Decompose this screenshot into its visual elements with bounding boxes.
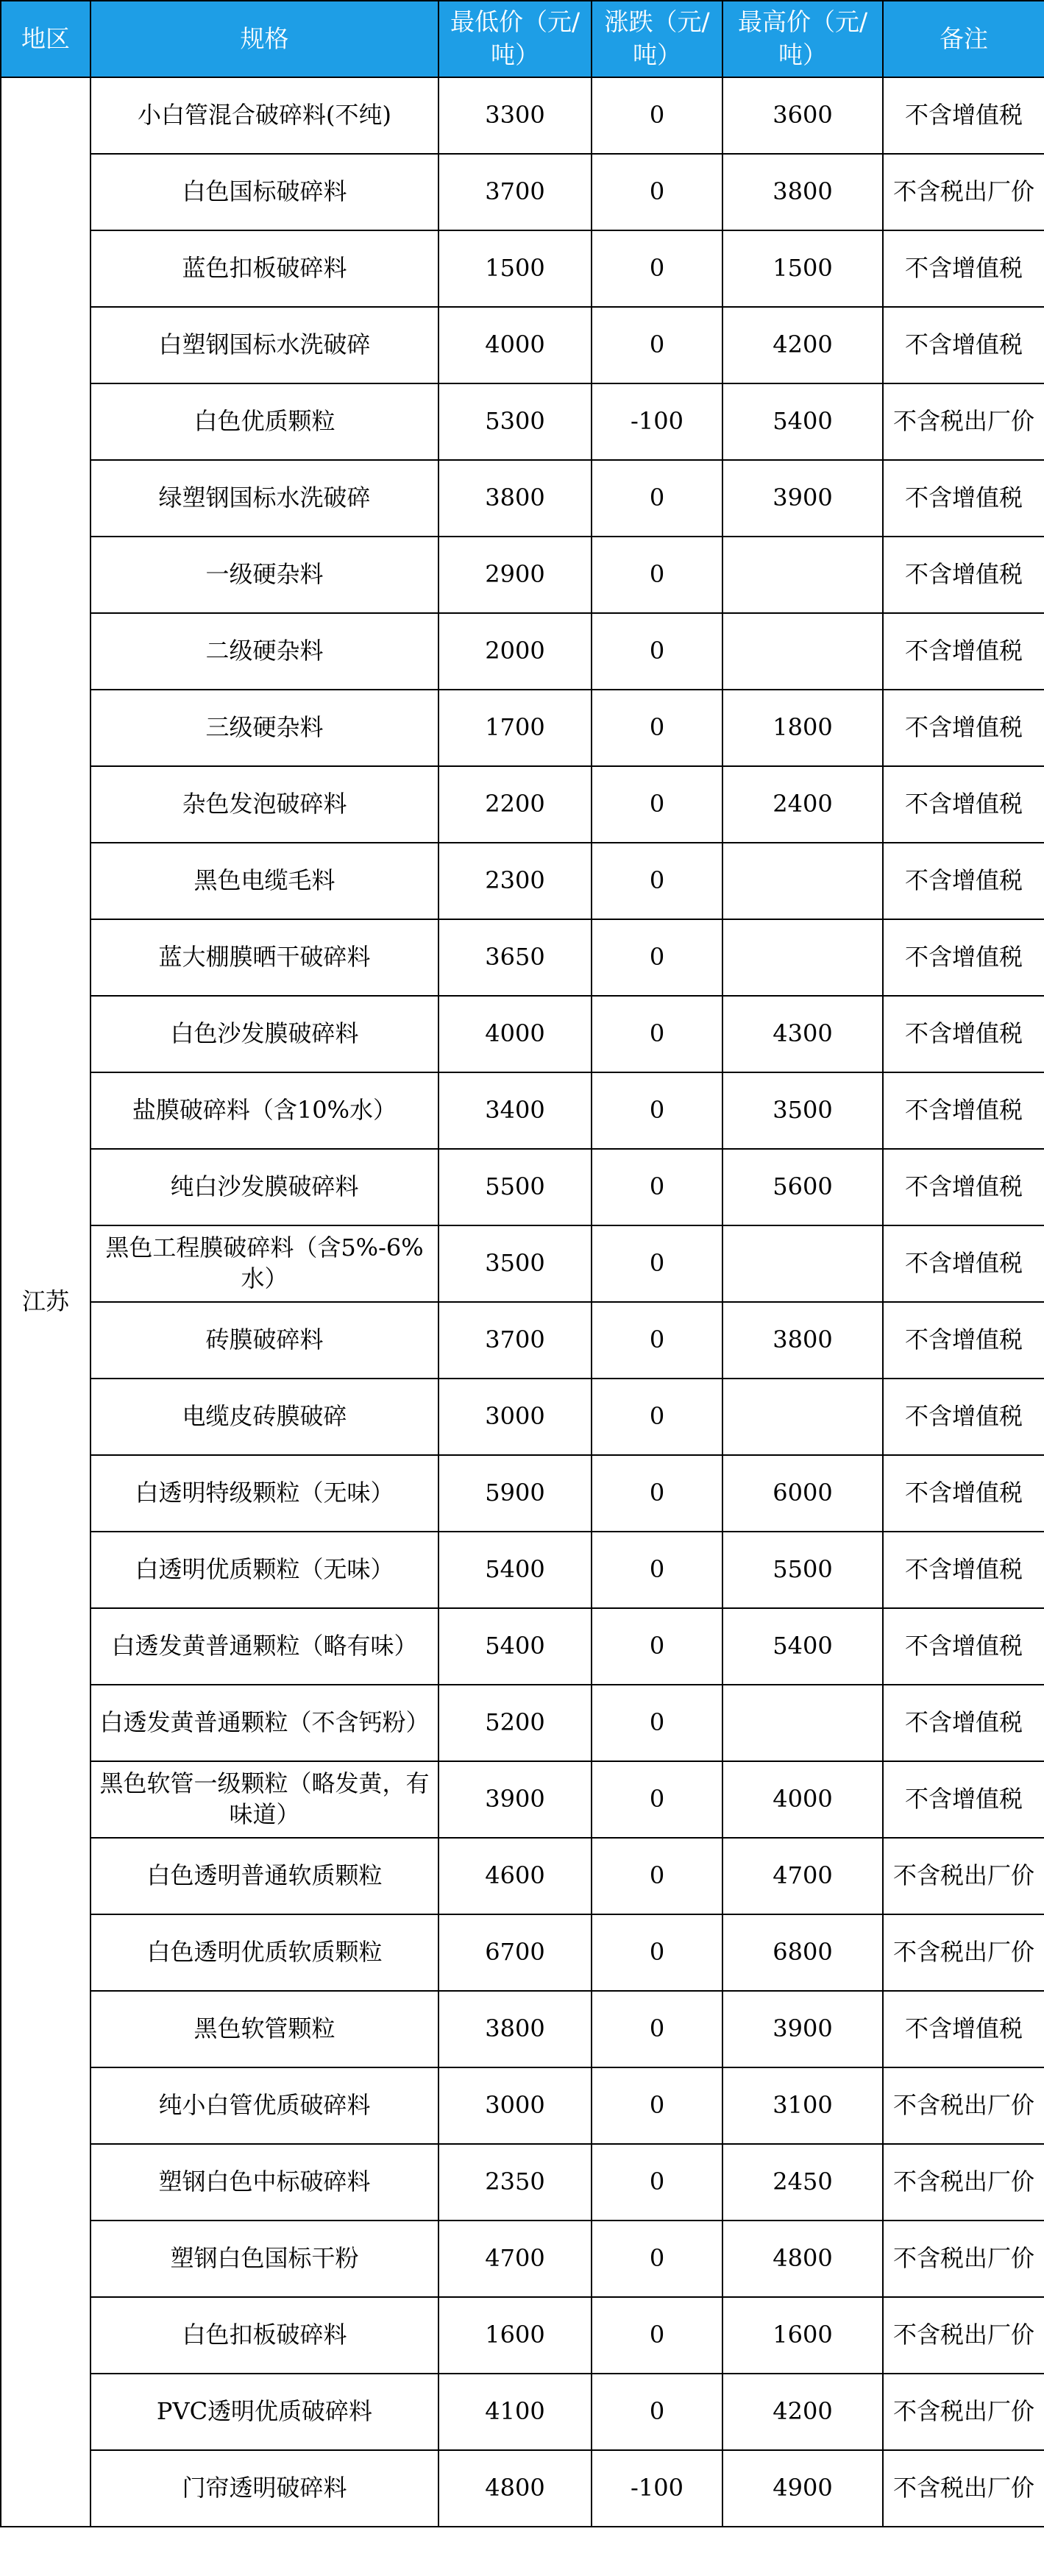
cell-min-price: 2900 (438, 537, 592, 613)
cell-spec: 白透明优质颗粒（无味） (90, 1532, 438, 1608)
cell-spec: 白色扣板破碎料 (90, 2297, 438, 2374)
cell-change: 0 (592, 1149, 722, 1225)
cell-max-price: 6000 (722, 1455, 883, 1532)
cell-max-price: 4300 (722, 996, 883, 1072)
cell-max-price: 5400 (722, 1608, 883, 1685)
cell-max-price: 4700 (722, 1838, 883, 1914)
cell-spec: 黑色电缆毛料 (90, 843, 438, 919)
cell-spec: PVC透明优质破碎料 (90, 2374, 438, 2450)
table-row (1, 996, 1044, 1072)
cell-note: 不含增值税 (883, 230, 1044, 307)
cell-note: 不含税出厂价 (883, 2144, 1044, 2221)
cell-min-price: 3500 (438, 1225, 592, 1302)
cell-spec: 白透发黄普通颗粒（略有味） (90, 1608, 438, 1685)
table-row (1, 230, 1044, 307)
cell-note: 不含增值税 (883, 613, 1044, 690)
cell-max-price: 4800 (722, 2221, 883, 2297)
cell-min-price: 2300 (438, 843, 592, 919)
cell-min-price: 3000 (438, 1379, 592, 1455)
table-row (1, 537, 1044, 613)
cell-min-price: 2350 (438, 2144, 592, 2221)
cell-spec: 黑色软管颗粒 (90, 1991, 438, 2067)
table-row (1, 1838, 1044, 1914)
cell-max-price (722, 537, 883, 613)
cell-note: 不含增值税 (883, 766, 1044, 843)
cell-note: 不含增值税 (883, 1302, 1044, 1379)
cell-change: 0 (592, 1685, 722, 1761)
cell-change: 0 (592, 2374, 722, 2450)
table-body (1, 77, 1044, 2527)
cell-min-price: 1600 (438, 2297, 592, 2374)
cell-change: 0 (592, 1225, 722, 1302)
header-max-price: 最高价（元/吨） (722, 1, 883, 77)
cell-max-price: 5500 (722, 1532, 883, 1608)
table-row (1, 1914, 1044, 1991)
cell-spec: 电缆皮砖膜破碎 (90, 1379, 438, 1455)
cell-max-price: 6800 (722, 1914, 883, 1991)
cell-change: -100 (592, 2450, 722, 2527)
cell-change: -100 (592, 383, 722, 460)
cell-max-price: 4200 (722, 307, 883, 383)
cell-note: 不含增值税 (883, 690, 1044, 766)
table-row (1, 460, 1044, 537)
cell-min-price: 4000 (438, 307, 592, 383)
cell-max-price (722, 1379, 883, 1455)
cell-spec: 一级硬杂料 (90, 537, 438, 613)
cell-max-price: 2400 (722, 766, 883, 843)
cell-spec: 门帘透明破碎料 (90, 2450, 438, 2527)
cell-note: 不含增值税 (883, 1072, 1044, 1149)
cell-spec: 三级硬杂料 (90, 690, 438, 766)
cell-max-price: 4200 (722, 2374, 883, 2450)
cell-change: 0 (592, 766, 722, 843)
cell-change: 0 (592, 230, 722, 307)
header-change: 涨跌（元/吨） (592, 1, 722, 77)
cell-max-price: 1600 (722, 2297, 883, 2374)
cell-note: 不含税出厂价 (883, 2374, 1044, 2450)
cell-note: 不含税出厂价 (883, 2297, 1044, 2374)
cell-min-price: 4000 (438, 996, 592, 1072)
cell-spec: 白色沙发膜破碎料 (90, 996, 438, 1072)
cell-max-price (722, 1685, 883, 1761)
cell-min-price: 3800 (438, 1991, 592, 2067)
table-row (1, 919, 1044, 996)
cell-max-price: 2450 (722, 2144, 883, 2221)
cell-note: 不含税出厂价 (883, 2221, 1044, 2297)
cell-change: 0 (592, 613, 722, 690)
cell-note: 不含增值税 (883, 1761, 1044, 1838)
cell-spec: 绿塑钢国标水洗破碎 (90, 460, 438, 537)
cell-change: 0 (592, 77, 722, 154)
table-row (1, 2144, 1044, 2221)
cell-min-price: 6700 (438, 1914, 592, 1991)
cell-max-price: 3600 (722, 77, 883, 154)
table-row (1, 1379, 1044, 1455)
table-row (1, 1072, 1044, 1149)
cell-change: 0 (592, 1761, 722, 1838)
cell-change: 0 (592, 460, 722, 537)
cell-max-price: 3900 (722, 1991, 883, 2067)
cell-spec: 黑色工程膜破碎料（含5%-6%水） (90, 1225, 438, 1302)
cell-change: 0 (592, 1302, 722, 1379)
cell-max-price: 4000 (722, 1761, 883, 1838)
table-row (1, 1608, 1044, 1685)
cell-min-price: 3800 (438, 460, 592, 537)
cell-change: 0 (592, 2297, 722, 2374)
table-row (1, 2221, 1044, 2297)
cell-note: 不含税出厂价 (883, 2067, 1044, 2144)
cell-spec: 纯白沙发膜破碎料 (90, 1149, 438, 1225)
cell-min-price: 4600 (438, 1838, 592, 1914)
cell-change: 0 (592, 1532, 722, 1608)
table-row (1, 613, 1044, 690)
cell-min-price: 5400 (438, 1608, 592, 1685)
cell-note: 不含增值税 (883, 460, 1044, 537)
cell-max-price: 3100 (722, 2067, 883, 2144)
cell-change: 0 (592, 1379, 722, 1455)
cell-min-price: 5900 (438, 1455, 592, 1532)
cell-spec: 黑色软管一级颗粒（略发黄，有味道） (90, 1761, 438, 1838)
cell-spec: 蓝色扣板破碎料 (90, 230, 438, 307)
cell-change: 0 (592, 2067, 722, 2144)
cell-max-price (722, 919, 883, 996)
header-region: 地区 (1, 1, 90, 77)
cell-max-price: 4900 (722, 2450, 883, 2527)
cell-note: 不含增值税 (883, 1455, 1044, 1532)
cell-min-price: 2200 (438, 766, 592, 843)
table-row (1, 1302, 1044, 1379)
table-row (1, 77, 1044, 154)
header-min-price: 最低价（元/吨） (438, 1, 592, 77)
cell-min-price: 1700 (438, 690, 592, 766)
table-row (1, 2450, 1044, 2527)
cell-spec: 二级硬杂料 (90, 613, 438, 690)
cell-change: 0 (592, 1072, 722, 1149)
cell-max-price: 3800 (722, 1302, 883, 1379)
cell-note: 不含税出厂价 (883, 1838, 1044, 1914)
cell-spec: 盐膜破碎料（含10%水） (90, 1072, 438, 1149)
cell-min-price: 5500 (438, 1149, 592, 1225)
cell-note: 不含增值税 (883, 1379, 1044, 1455)
header-note: 备注 (883, 1, 1044, 77)
cell-min-price: 3900 (438, 1761, 592, 1838)
table-row (1, 1991, 1044, 2067)
table-row (1, 766, 1044, 843)
cell-note: 不含增值税 (883, 1532, 1044, 1608)
cell-note: 不含税出厂价 (883, 1914, 1044, 1991)
cell-spec: 白色透明优质软质颗粒 (90, 1914, 438, 1991)
cell-min-price: 1500 (438, 230, 592, 307)
cell-max-price: 3800 (722, 154, 883, 230)
cell-change: 0 (592, 843, 722, 919)
cell-min-price: 2000 (438, 613, 592, 690)
table-row (1, 2067, 1044, 2144)
cell-note: 不含增值税 (883, 843, 1044, 919)
cell-change: 0 (592, 1608, 722, 1685)
table-row (1, 307, 1044, 383)
cell-note: 不含税出厂价 (883, 154, 1044, 230)
cell-spec: 蓝大棚膜晒干破碎料 (90, 919, 438, 996)
cell-change: 0 (592, 1991, 722, 2067)
cell-change: 0 (592, 307, 722, 383)
cell-change: 0 (592, 690, 722, 766)
cell-min-price: 5300 (438, 383, 592, 460)
cell-spec: 白色透明普通软质颗粒 (90, 1838, 438, 1914)
cell-min-price: 5400 (438, 1532, 592, 1608)
cell-max-price (722, 613, 883, 690)
cell-min-price: 3700 (438, 1302, 592, 1379)
cell-note: 不含税出厂价 (883, 383, 1044, 460)
cell-note: 不含税出厂价 (883, 2450, 1044, 2527)
cell-spec: 塑钢白色中标破碎料 (90, 2144, 438, 2221)
table-row (1, 1149, 1044, 1225)
cell-min-price: 5200 (438, 1685, 592, 1761)
cell-max-price (722, 843, 883, 919)
table-row (1, 1455, 1044, 1532)
cell-note: 不含增值税 (883, 919, 1044, 996)
table-row (1, 843, 1044, 919)
cell-change: 0 (592, 1914, 722, 1991)
cell-max-price: 1500 (722, 230, 883, 307)
cell-spec: 砖膜破碎料 (90, 1302, 438, 1379)
table-row (1, 1225, 1044, 1302)
cell-change: 0 (592, 996, 722, 1072)
cell-note: 不含增值税 (883, 1685, 1044, 1761)
cell-region: 江苏 (1, 77, 90, 2527)
table-row (1, 1761, 1044, 1838)
cell-spec: 白透发黄普通颗粒（不含钙粉） (90, 1685, 438, 1761)
cell-spec: 塑钢白色国标干粉 (90, 2221, 438, 2297)
cell-note: 不含增值税 (883, 537, 1044, 613)
cell-min-price: 4700 (438, 2221, 592, 2297)
cell-change: 0 (592, 537, 722, 613)
table-row (1, 2374, 1044, 2450)
cell-max-price: 1800 (722, 690, 883, 766)
cell-max-price: 3500 (722, 1072, 883, 1149)
cell-spec: 白色国标破碎料 (90, 154, 438, 230)
cell-spec: 白塑钢国标水洗破碎 (90, 307, 438, 383)
cell-min-price: 4800 (438, 2450, 592, 2527)
cell-spec: 小白管混合破碎料(不纯) (90, 77, 438, 154)
cell-max-price: 5400 (722, 383, 883, 460)
cell-spec: 白透明特级颗粒（无味） (90, 1455, 438, 1532)
cell-max-price: 3900 (722, 460, 883, 537)
cell-min-price: 3300 (438, 77, 592, 154)
header-spec: 规格 (90, 1, 438, 77)
cell-min-price: 3700 (438, 154, 592, 230)
table-row (1, 1685, 1044, 1761)
cell-min-price: 3000 (438, 2067, 592, 2144)
table-row (1, 1532, 1044, 1608)
cell-note: 不含增值税 (883, 1991, 1044, 2067)
cell-min-price: 4100 (438, 2374, 592, 2450)
header-row (1, 1, 1044, 77)
cell-note: 不含增值税 (883, 996, 1044, 1072)
table-row (1, 2297, 1044, 2374)
cell-max-price: 5600 (722, 1149, 883, 1225)
table-row (1, 154, 1044, 230)
cell-min-price: 3400 (438, 1072, 592, 1149)
cell-note: 不含增值税 (883, 1149, 1044, 1225)
cell-change: 0 (592, 2144, 722, 2221)
cell-change: 0 (592, 2221, 722, 2297)
cell-change: 0 (592, 154, 722, 230)
table-row (1, 383, 1044, 460)
table-header (1, 1, 1044, 77)
cell-note: 不含增值税 (883, 1225, 1044, 1302)
cell-spec: 纯小白管优质破碎料 (90, 2067, 438, 2144)
cell-spec: 白色优质颗粒 (90, 383, 438, 460)
cell-max-price (722, 1225, 883, 1302)
cell-note: 不含增值税 (883, 307, 1044, 383)
table-row (1, 690, 1044, 766)
cell-spec: 杂色发泡破碎料 (90, 766, 438, 843)
cell-note: 不含增值税 (883, 77, 1044, 154)
cell-change: 0 (592, 1455, 722, 1532)
cell-min-price: 3650 (438, 919, 592, 996)
cell-change: 0 (592, 919, 722, 996)
cell-note: 不含增值税 (883, 1608, 1044, 1685)
cell-change: 0 (592, 1838, 722, 1914)
